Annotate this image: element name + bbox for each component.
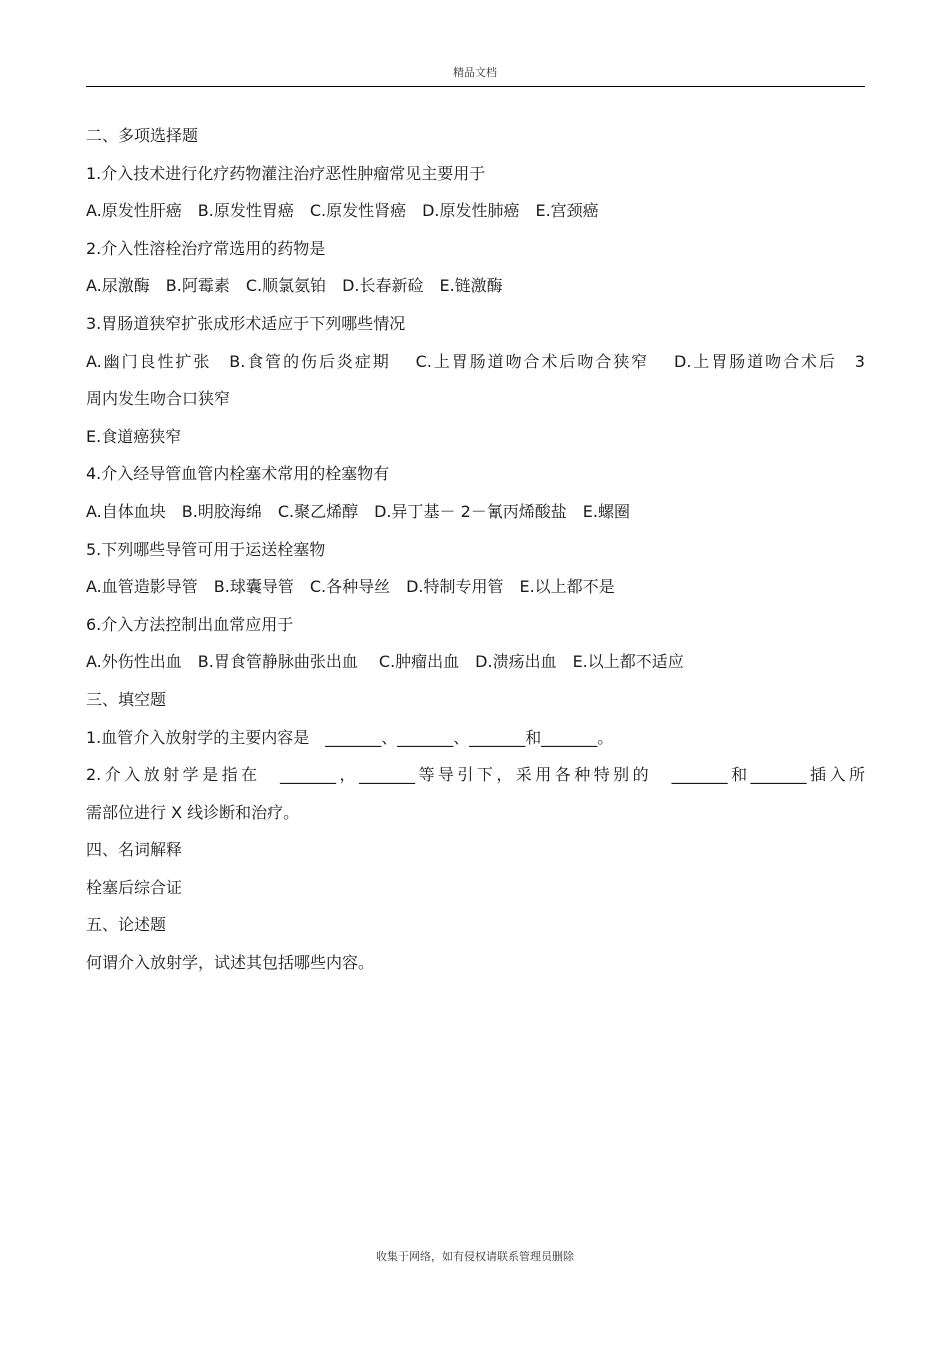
document-body	[86, 122, 865, 987]
question-2: 2.介入性溶栓治疗常选用的药物是	[86, 238, 326, 258]
header-divider	[86, 86, 865, 87]
question-3-option-e: E.食道癌狭窄	[86, 426, 182, 446]
question-5-options: A.血管造影导管 B.球囊导管 C.各种导丝 D.特制专用管 E.以上都不是	[86, 577, 615, 597]
question-3: 3.胃肠道狭窄扩张成形术适应于下列哪些情况	[86, 313, 406, 333]
question-2-options: A.尿激酶 B.阿霉素 C.顺氯氨铂 D.长春新硷 E.链激酶	[86, 276, 503, 296]
question-6: 6.介入方法控制出血常应用于	[86, 614, 294, 634]
question-1: 1.介入技术进行化疗药物灌注治疗恶性肿瘤常见主要用于	[86, 163, 486, 183]
section-heading-term-definition: 四、名词解释	[86, 840, 183, 860]
fill-in-question-1: 1.血管介入放射学的主要内容是 _______、_______、_______和_______。	[86, 727, 614, 747]
question-4-options: A.自体血块 B.明胶海绵 C.聚乙烯醇 D.异丁基－ 2－氰丙烯酸盐 E.螺圈	[86, 501, 630, 521]
question-1-options: A.原发性肝癌 B.原发性胃癌 C.原发性肾癌 D.原发性肺癌 E.宫颈癌	[86, 201, 599, 221]
section-heading-fill-in: 三、填空题	[86, 689, 167, 709]
fill-in-question-2: 2.介入放射学是指在 _______，_______等导引下，采用各种特别的 _______和_______插入所	[86, 765, 865, 785]
question-4: 4.介入经导管血管内栓塞术常用的栓塞物有	[86, 464, 390, 484]
question-5: 5.下列哪些导管可用于运送栓塞物	[86, 539, 326, 559]
term-definition-item: 栓塞后综合证	[86, 877, 183, 897]
question-3-options-continued: 周内发生吻合口狭窄	[86, 389, 231, 409]
section-heading-essay: 五、论述题	[86, 915, 167, 935]
section-heading-multiple-choice: 二、多项选择题	[86, 126, 199, 145]
question-3-options: A.幽门良性扩张 B.食管的伤后炎症期 C.上胃肠道吻合术后吻合狭窄 D.上胃肠道吻合术后 3	[86, 351, 865, 371]
fill-in-question-2-continued: 需部位进行 X 线诊断和治疗。	[86, 802, 300, 822]
page-header: 精品文档	[453, 66, 497, 79]
essay-question: 何谓介入放射学，试述其包括哪些内容。	[86, 953, 375, 973]
question-6-options: A.外伤性出血 B.胃食管静脉曲张出血 C.肿瘤出血 D.溃疡出血 E.以上都不适应	[86, 652, 684, 672]
page-footer: 收集于网络，如有侵权请联系管理员删除	[376, 1250, 574, 1263]
